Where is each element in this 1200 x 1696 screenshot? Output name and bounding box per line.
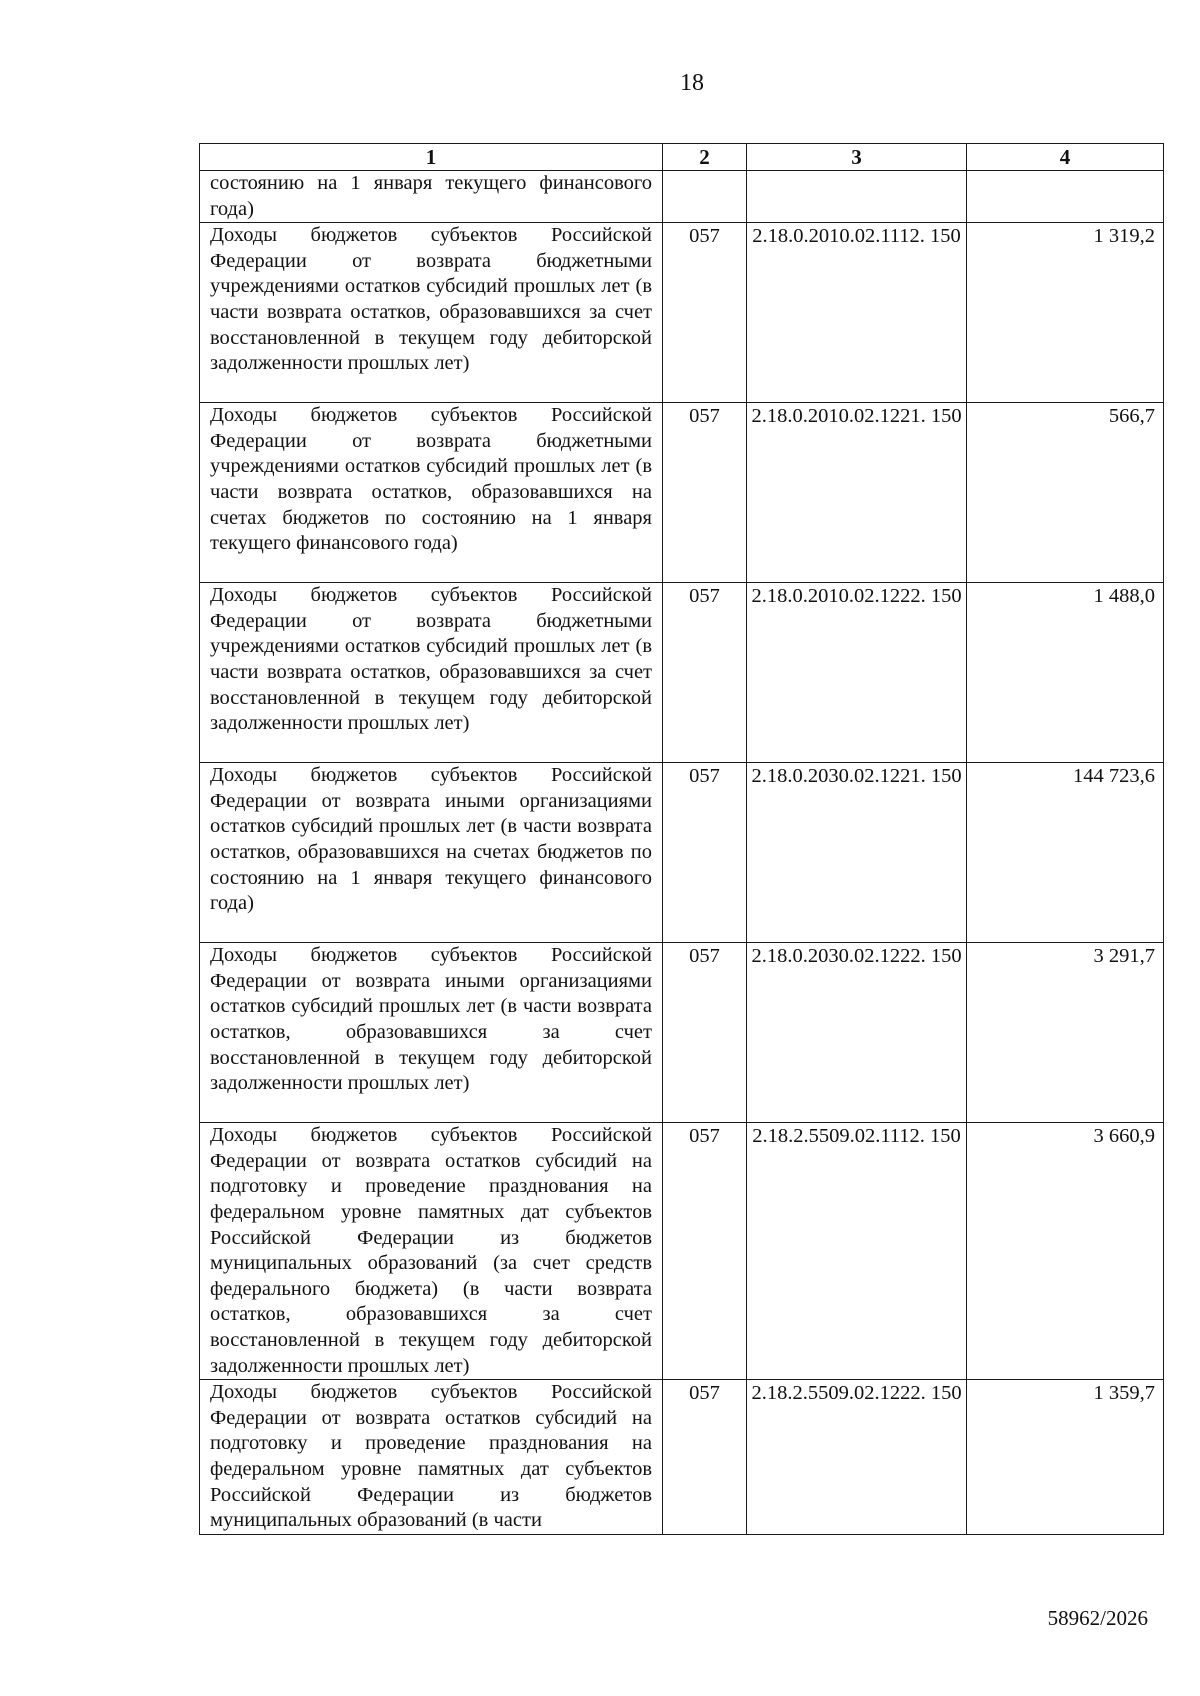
- description-cell: Доходы бюджетов субъектов Российской Федерации от возврата остатков субсидий на подготовку и проведение празднования на федеральном уровне памятных дат субъектов Российской Федерации из бюджетов муниципальных образований (в части: [200, 1380, 663, 1535]
- amount: 1 319,2: [1093, 225, 1155, 248]
- kbk-cell: [747, 763, 967, 943]
- amount: [967, 171, 1155, 172]
- description-cell: Доходы бюджетов субъектов Российской Федерации от возврата иными организациями остатков субсидий прошлых лет (в части возврата остатков, образовавшихся на счетах бюджетов по состоянию на 1 января текущего финансового года): [200, 763, 663, 943]
- kbk-cell: [747, 1380, 967, 1535]
- amount-cell: [967, 943, 1164, 1123]
- table-header-row: [200, 144, 1164, 171]
- description-cell: Доходы бюджетов субъектов Российской Федерации от возврата бюджетными учреждениями остатков субсидий прошлых лет (в части возврата остатков, образовавшихся за счет восстановленной в текущем году дебиторской задолженности прошлых лет): [200, 223, 663, 403]
- admin-code-cell: [663, 943, 747, 1123]
- kbk-code: 2.18.0.2030.02.1221. 150: [751, 765, 962, 788]
- kbk-code: 2.18.0.2030.02.1222. 150: [751, 945, 962, 968]
- description-cell: Доходы бюджетов субъектов Российской Федерации от возврата остатков субсидий на подготовку и проведение празднования на федеральном уровне памятных дат субъектов Российской Федерации из бюджетов муниципальных образований (за счет средств федерального бюджета) (в части возврата остатков, образовавшихся за счет восстановленной в текущем году дебиторской задолженности прошлых лет): [200, 1123, 663, 1380]
- amount-cell: [967, 763, 1164, 943]
- admin-code: 057: [689, 1382, 720, 1405]
- admin-code: 057: [689, 585, 720, 608]
- amount: 1 359,7: [1093, 1382, 1155, 1405]
- amount-cell: [967, 1123, 1164, 1380]
- amount: 3 660,9: [1093, 1125, 1155, 1148]
- column-header-1: 1: [200, 144, 663, 171]
- admin-code-cell: [663, 1380, 747, 1535]
- admin-code-cell: [663, 763, 747, 943]
- table-row: [200, 943, 1164, 1123]
- revenue-table: [199, 143, 1164, 1535]
- table-row: [200, 223, 1164, 403]
- admin-code: 057: [689, 945, 720, 968]
- column-header-4: 4: [967, 144, 1164, 171]
- admin-code-cell: [663, 171, 747, 223]
- admin-code-cell: [663, 223, 747, 403]
- kbk-cell: [747, 583, 967, 763]
- description-cell: Доходы бюджетов субъектов Российской Федерации от возврата иными организациями остатков субсидий прошлых лет (в части возврата остатков, образовавшихся за счет восстановленной в текущем году дебиторской задолженности прошлых лет): [200, 943, 663, 1123]
- admin-code: 057: [689, 405, 720, 428]
- kbk-code: 2.18.0.2010.02.1112. 150: [752, 225, 961, 248]
- amount: 566,7: [1108, 405, 1155, 428]
- description-cell: Доходы бюджетов субъектов Российской Федерации от возврата бюджетными учреждениями остатков субсидий прошлых лет (в части возврата остатков, образовавшихся на счетах бюджетов по состоянию на 1 января текущего финансового года): [200, 403, 663, 583]
- kbk-cell: [747, 171, 967, 223]
- amount-cell: [967, 583, 1164, 763]
- table-row: [200, 763, 1164, 943]
- kbk-cell: [747, 403, 967, 583]
- table-row: [200, 403, 1164, 583]
- kbk-code: 2.18.0.2010.02.1221. 150: [751, 405, 962, 428]
- admin-code-cell: [663, 1123, 747, 1380]
- amount: 1 488,0: [1093, 585, 1155, 608]
- kbk-cell: [747, 223, 967, 403]
- table-row: [200, 1123, 1164, 1380]
- page-number: 18: [680, 70, 704, 96]
- column-header-3: 3: [747, 144, 967, 171]
- kbk-code: 2.18.2.5509.02.1222. 150: [751, 1382, 962, 1405]
- admin-code: 057: [689, 1125, 720, 1148]
- admin-code-cell: [663, 583, 747, 763]
- admin-code: 057: [689, 225, 720, 248]
- admin-code: 057: [689, 765, 720, 788]
- amount-cell: [967, 223, 1164, 403]
- table-row: [200, 171, 1164, 223]
- amount-cell: [967, 171, 1164, 223]
- amount: 144 723,6: [1073, 765, 1155, 788]
- table-row: [200, 1380, 1164, 1535]
- amount: 3 291,7: [1093, 945, 1155, 968]
- admin-code-cell: [663, 403, 747, 583]
- registration-number: 58962/2026: [1047, 1606, 1148, 1630]
- kbk-cell: [747, 1123, 967, 1380]
- kbk-cell: [747, 943, 967, 1123]
- kbk-code: 2.18.2.5509.02.1112. 150: [752, 1125, 961, 1148]
- amount-cell: [967, 403, 1164, 583]
- kbk-code: 2.18.0.2010.02.1222. 150: [751, 585, 962, 608]
- table-row: [200, 583, 1164, 763]
- kbk-code: [747, 171, 966, 172]
- admin-code: [663, 171, 746, 172]
- description-cell: состоянию на 1 января текущего финансового года): [200, 171, 663, 223]
- amount-cell: [967, 1380, 1164, 1535]
- description-cell: Доходы бюджетов субъектов Российской Федерации от возврата бюджетными учреждениями остатков субсидий прошлых лет (в части возврата остатков, образовавшихся за счет восстановленной в текущем году дебиторской задолженности прошлых лет): [200, 583, 663, 763]
- column-header-2: 2: [663, 144, 747, 171]
